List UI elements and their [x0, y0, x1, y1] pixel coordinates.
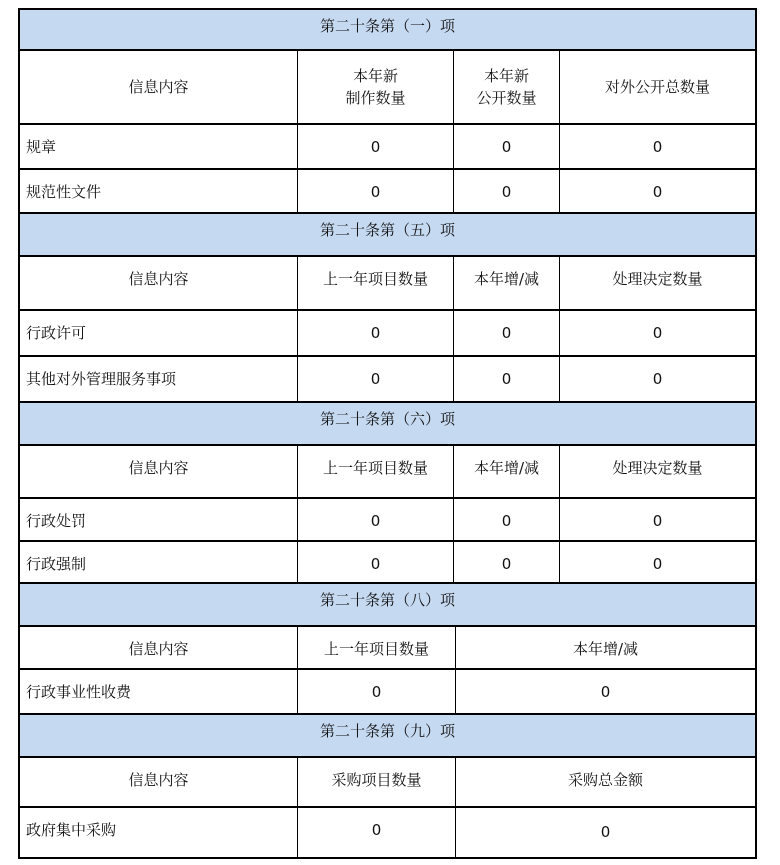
row-value: 0 [298, 542, 454, 582]
header-row [18, 51, 757, 125]
header-row [18, 627, 757, 670]
row-label: 其他对外管理服务事项 [20, 357, 298, 401]
row-value: 0 [600, 683, 611, 701]
section-title-row [18, 403, 757, 446]
row-value: 0 [652, 512, 663, 530]
table-row [18, 670, 757, 715]
section-title: 第二十条第（五）项 [319, 221, 455, 239]
row-value: 0 [454, 542, 560, 582]
section-title-row [18, 8, 757, 51]
row-value: 0 [298, 670, 456, 713]
row-value: 0 [298, 357, 454, 401]
row-label: 行政处罚 [20, 499, 298, 540]
row-value: 0 [298, 311, 454, 355]
row-value: 0 [298, 808, 456, 857]
header-cell: 信息内容 [20, 51, 298, 123]
row-value: 0 [652, 138, 663, 156]
row-value: 0 [454, 125, 560, 168]
header-row [18, 758, 757, 808]
row-value: 0 [298, 499, 454, 540]
header-row [18, 257, 757, 311]
row-value: 0 [454, 499, 560, 540]
row-value: 0 [454, 311, 560, 355]
section-title: 第二十条第（九）项 [319, 722, 455, 740]
row-value: 0 [298, 170, 454, 212]
header-cell: 上一年项目数量 [298, 257, 454, 309]
section-title-row [18, 214, 757, 257]
header-row [18, 446, 757, 499]
header-cell: 处理决定数量 [612, 270, 703, 288]
table-row [18, 499, 757, 542]
section-title: 第二十条第（一）项 [319, 17, 455, 35]
header-line: 制作数量 [345, 89, 406, 107]
table-row [18, 808, 757, 859]
section-title-row [18, 715, 757, 758]
header-line: 公开数量 [476, 89, 537, 107]
header-cell [298, 51, 454, 123]
header-line: 本年新 [483, 67, 529, 85]
header-cell: 信息内容 [20, 627, 298, 668]
header-cell: 上一年项目数量 [298, 446, 454, 497]
header-cell: 信息内容 [20, 758, 298, 806]
row-label: 行政许可 [20, 311, 298, 355]
table-row [18, 170, 757, 214]
header-cell: 本年增/减 [454, 257, 560, 309]
table-row [18, 311, 757, 357]
header-cell: 处理决定数量 [612, 459, 703, 477]
row-value: 0 [454, 357, 560, 401]
row-label: 规章 [20, 125, 298, 168]
header-cell: 本年增/减 [454, 446, 560, 497]
row-value: 0 [454, 170, 560, 212]
section-title: 第二十条第（八）项 [319, 591, 455, 609]
row-value: 0 [652, 324, 663, 342]
header-cell: 信息内容 [20, 446, 298, 497]
header-cell [454, 51, 560, 123]
row-label: 行政强制 [20, 542, 298, 582]
row-value: 0 [652, 183, 663, 201]
table-row [18, 357, 757, 403]
row-value: 0 [600, 823, 611, 841]
row-value: 0 [652, 555, 663, 573]
header-cell: 本年增/减 [572, 640, 639, 658]
row-label: 政府集中采购 [20, 808, 298, 857]
row-value: 0 [298, 125, 454, 168]
disclosure-table [18, 8, 757, 859]
section-title: 第二十条第（六）项 [319, 410, 455, 428]
table-row [18, 542, 757, 584]
header-cell: 采购项目数量 [298, 758, 456, 806]
table-row [18, 125, 757, 170]
row-value: 0 [652, 370, 663, 388]
row-label: 规范性文件 [20, 170, 298, 212]
row-label: 行政事业性收费 [20, 670, 298, 713]
section-title-row [18, 584, 757, 627]
header-cell: 信息内容 [20, 257, 298, 309]
header-line: 本年新 [352, 67, 398, 85]
header-cell: 上一年项目数量 [298, 627, 456, 668]
header-cell: 对外公开总数量 [604, 77, 710, 96]
header-cell: 采购总金额 [567, 771, 643, 789]
